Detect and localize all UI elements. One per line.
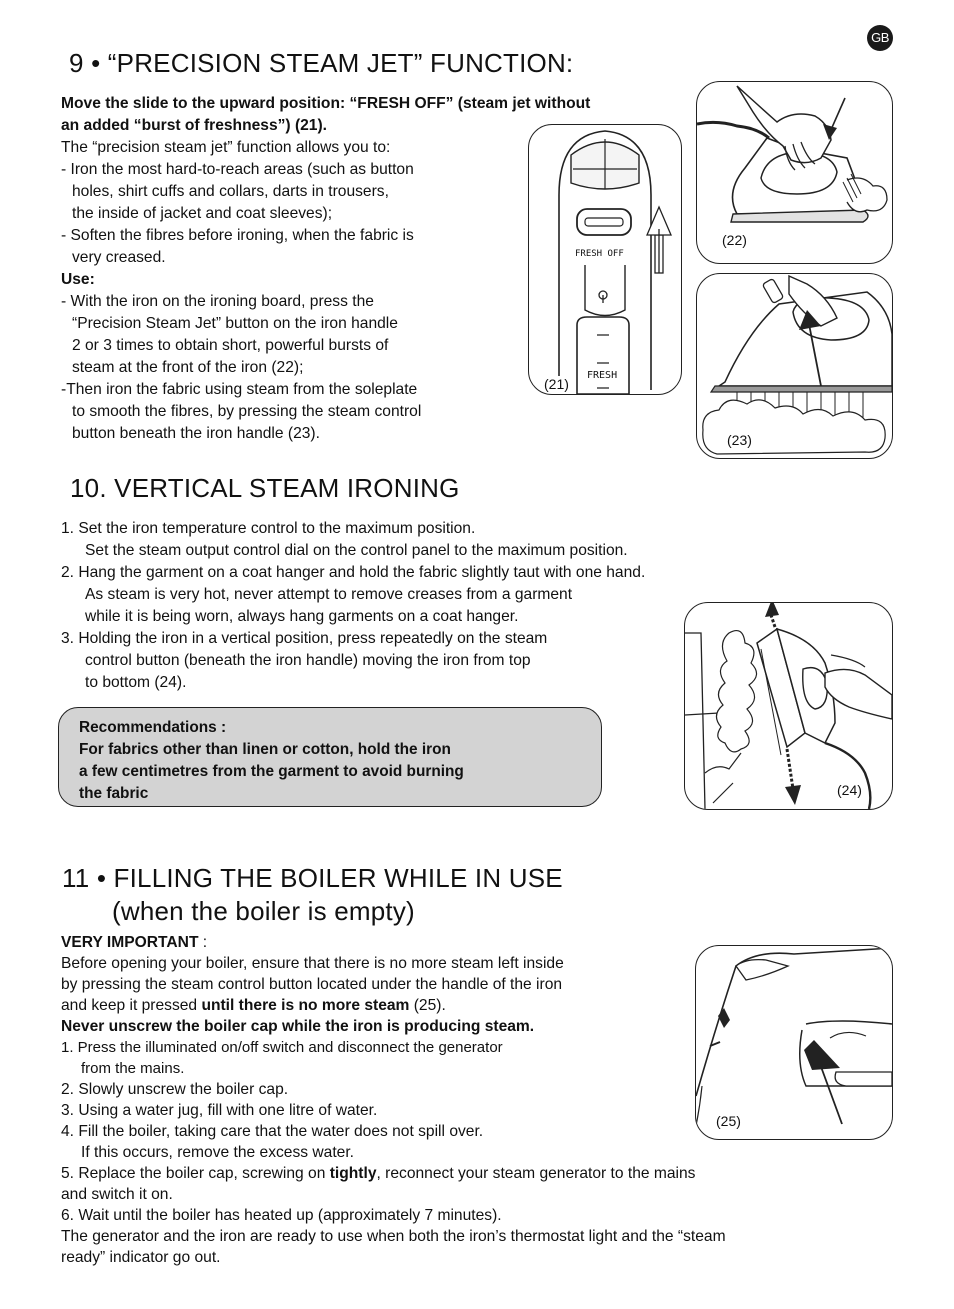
intro-line-1: Move the slide to the upward position: “FRESH OFF” (steam jet without <box>61 95 591 112</box>
bullet-2-line-2: very creased. <box>72 249 166 266</box>
very-important-label: VERY IMPORTANT <box>61 934 199 951</box>
language-badge: GB <box>867 25 893 51</box>
very-important-colon: : <box>198 934 208 951</box>
recommendations-line-3: the fabric <box>79 785 149 802</box>
figure-24-vertical-steam <box>684 602 893 810</box>
step-3-line-2: control button (beneath the iron handle) moving the iron from top <box>85 652 531 669</box>
step-4-line-2: If this occurs, remove the excess water. <box>81 1144 354 1161</box>
step-4-line-1: 4. Fill the boiler, taking care that the water does not spill over. <box>61 1123 484 1140</box>
use-1-line-1: - With the iron on the ironing board, press the <box>61 293 374 310</box>
figure-21-fresh-label: FRESH <box>587 370 618 381</box>
step-3-line-3: to bottom (24). <box>85 674 187 691</box>
section-9-body <box>61 93 590 445</box>
figure-25-label: (25) <box>716 1113 741 1129</box>
paragraph-line-3a: and keep it pressed <box>61 997 202 1014</box>
bullet-1-line-2: holes, shirt cuffs and collars, darts in trousers, <box>72 183 389 200</box>
closing-line-1: The generator and the iron are ready to use when both the iron’s thermostat light and the “steam <box>61 1228 726 1245</box>
recommendations-box <box>58 707 602 807</box>
section-11-title-line-1: 11 • FILLING THE BOILER WHILE IN USE <box>62 863 563 893</box>
figure-23-steam-control <box>696 273 893 459</box>
use-1-line-2: “Precision Steam Jet” button on the iron handle <box>72 315 398 332</box>
bullet-1-line-3: the inside of jacket and coat sleeves); <box>72 205 333 222</box>
step-5a: 5. Replace the boiler cap, screwing on <box>61 1165 330 1182</box>
intro-line-2: an added “burst of freshness”) (21). <box>61 117 328 134</box>
closing-line-2: ready” indicator go out. <box>61 1249 221 1266</box>
recommendations-line-1: For fabrics other than linen or cotton, hold the iron <box>79 741 451 758</box>
allows-line: The “precision steam jet” function allows you to: <box>61 139 391 156</box>
figure-22-label: (22) <box>722 232 747 248</box>
paragraph-line-3c: (25). <box>409 997 446 1014</box>
use-1-line-3: 2 or 3 times to obtain short, powerful bursts of <box>72 337 389 354</box>
use-heading: Use: <box>61 271 95 288</box>
warning-line: Never unscrew the boiler cap while the iron is producing steam. <box>61 1018 535 1035</box>
step-6: 6. Wait until the boiler has heated up (approximately 7 minutes). <box>61 1207 502 1224</box>
figure-21-label: (21) <box>544 376 569 392</box>
figure-25-steam-button <box>695 945 893 1140</box>
figure-22-steam-jet <box>696 81 893 264</box>
step-2-line-1: 2. Hang the garment on a coat hanger and hold the fabric slightly taut with one hand. <box>61 564 646 581</box>
section-11-body <box>61 932 726 1268</box>
recommendations-line-2: a few centimetres from the garment to avoid burning <box>79 763 464 780</box>
step-5b: tightly <box>329 1165 377 1182</box>
bullet-1-line-1: - Iron the most hard-to-reach areas (such as button <box>61 161 414 178</box>
use-1-line-4: steam at the front of the iron (22); <box>72 359 304 376</box>
use-2-line-2: to smooth the fibres, by pressing the steam control <box>72 403 422 420</box>
step-3-line-1: 3. Holding the iron in a vertical position, press repeatedly on the steam <box>61 630 548 647</box>
step-3: 3. Using a water jug, fill with one litre of water. <box>61 1102 378 1119</box>
bullet-2-line-1: - Soften the fibres before ironing, when the fabric is <box>61 227 414 244</box>
section-11-title-line-2: (when the boiler is empty) <box>112 896 415 926</box>
figure-25-drawing <box>696 946 892 1139</box>
figure-23-drawing <box>697 274 892 458</box>
step-1-line-2: Set the steam output control dial on the control panel to the maximum position. <box>85 542 628 559</box>
step-1-line-2: from the mains. <box>81 1060 185 1077</box>
paragraph-line-2: by pressing the steam control button located under the handle of the iron <box>61 976 563 993</box>
step-2: 2. Slowly unscrew the boiler cap. <box>61 1081 289 1098</box>
figure-23-label: (23) <box>727 432 752 448</box>
section-10-body <box>61 518 645 694</box>
figure-24-label: (24) <box>837 782 862 798</box>
figure-21-drawing <box>529 125 681 394</box>
figure-21-handle-slide <box>528 124 682 395</box>
paragraph-line-3b: until there is no more steam <box>201 997 410 1014</box>
section-10-title: 10. VERTICAL STEAM IRONING <box>70 473 460 503</box>
paragraph-line-1: Before opening your boiler, ensure that there is no more steam left inside <box>61 955 564 972</box>
step-2-line-2: As steam is very hot, never attempt to remove creases from a garment <box>85 586 573 603</box>
figure-24-drawing <box>685 603 892 809</box>
step-5-line-2: and switch it on. <box>61 1186 173 1203</box>
step-1-line-1: 1. Press the illuminated on/off switch and disconnect the generator <box>61 1039 503 1056</box>
step-2-line-3: while it is being worn, always hang garments on a coat hanger. <box>85 608 519 625</box>
use-2-line-1: -Then iron the fabric using steam from the soleplate <box>61 381 418 398</box>
recommendations-heading: Recommendations : <box>79 719 227 736</box>
section-9-title: 9 • “PRECISION STEAM JET” FUNCTION: <box>69 48 574 78</box>
figure-21-fresh-off-label: FRESH OFF <box>575 249 624 259</box>
use-2-line-3: button beneath the iron handle (23). <box>72 425 320 442</box>
step-5c: , reconnect your steam generator to the mains <box>376 1165 696 1182</box>
step-1-line-1: 1. Set the iron temperature control to the maximum position. <box>61 520 476 537</box>
